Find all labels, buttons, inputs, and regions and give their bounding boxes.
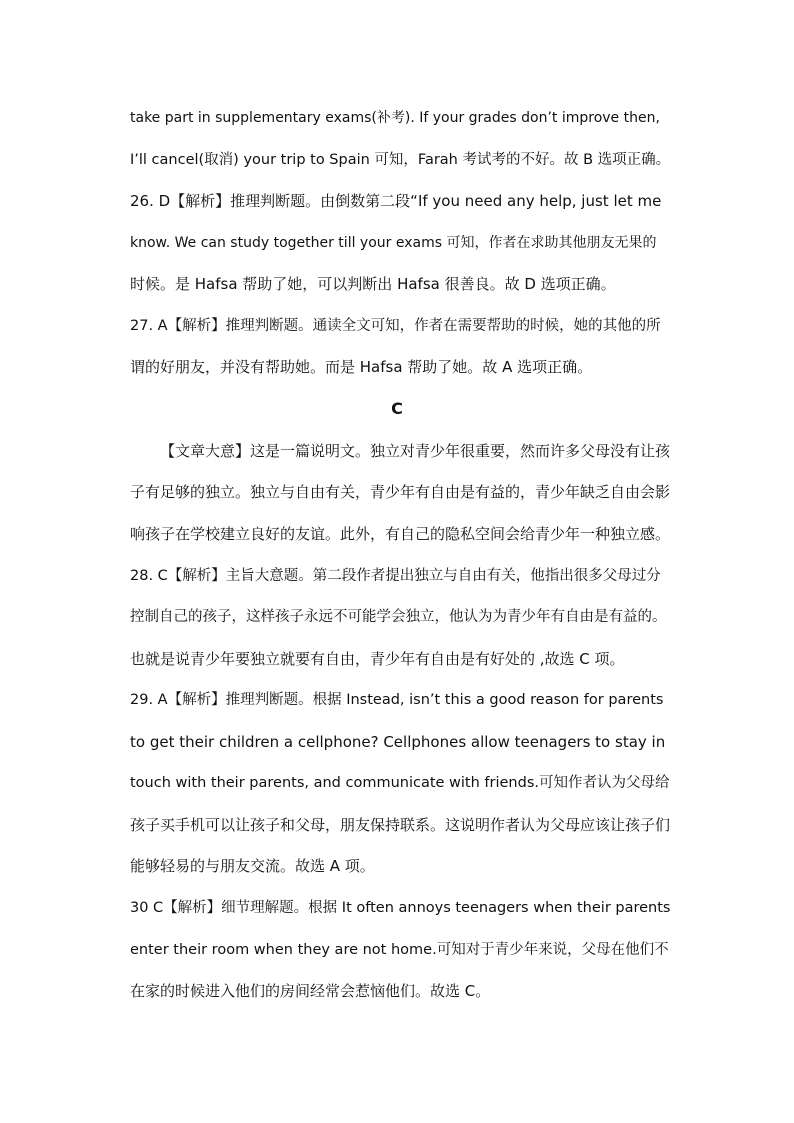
summary-line: 子有足够的独立。独立与自由有关，青少年有自由是有益的，青少年缺乏自由会影 xyxy=(130,483,671,501)
text-line: 27. A【解析】推理判断题。通读全文可知，作者在需要帮助的时候，她的其他的所 xyxy=(130,318,661,334)
section-heading: C xyxy=(391,399,403,418)
text-line: 26. D【解析】推理判断题。由倒数第二段“If you need any help, just let me xyxy=(130,192,662,210)
text-line: know. We can study together till your exams 可知，作者在求助其他朋友无果的 xyxy=(130,235,657,251)
summary-line: 响孩子在学校建立良好的友谊。此外，有自己的隐私空间会给青少年一种独立感。 xyxy=(130,525,671,543)
answer-line: 30 C【解析】细节理解题。根据 It often annoys teenagers when their parents xyxy=(130,900,671,916)
answer-line: 29. A【解析】推理判断题。根据 Instead, isn’t this a good reason for parents xyxy=(130,692,664,708)
answer-line: to get their children a cellphone? Cellphones allow teenagers to stay in xyxy=(130,733,666,751)
summary-line: 【文章大意】这是一篇说明文。独立对青少年很重要，然而许多父母没有让孩 xyxy=(160,442,671,460)
answer-line: touch with their parents, and communicate with friends.可知作者认为父母给 xyxy=(130,775,670,791)
answer-line: 控制自己的孩子，这样孩子永远不可能学会独立，他认为为青少年有自由是有益的。 xyxy=(130,609,667,625)
answer-line: 在家的时候进入他们的房间经常会惹恼他们。故选 C。 xyxy=(130,982,491,1000)
answer-line: 也就是说青少年要独立就要有自由，青少年有自由是有好处的 ,故选 C 项。 xyxy=(130,650,625,668)
answer-line: 28. C【解析】主旨大意题。第二段作者提出独立与自由有关，他指出很多父母过分 xyxy=(130,568,661,584)
text-line: 谓的好朋友，并没有帮助她。而是 Hafsa 帮助了她。故 A 选项正确。 xyxy=(130,358,593,376)
answer-line: enter their room when they are not home.可知对于青少年来说，父母在他们不 xyxy=(130,942,669,958)
answer-line: 能够轻易的与朋友交流。故选 A 项。 xyxy=(130,857,375,875)
text-line: 时候。是 Hafsa 帮助了她，可以判断出 Hafsa 很善良。故 D 选项正确。 xyxy=(130,275,616,293)
text-line: I’ll cancel(取消) your trip to Spain 可知，Farah 考试考的不好。故 B 选项正确。 xyxy=(130,152,671,168)
text-line: take part in supplementary exams(补考). If your grades don’t improve then, xyxy=(130,110,660,126)
answer-line: 孩子买手机可以让孩子和父母，朋友保持联系。这说明作者认为父母应该让孩子们 xyxy=(130,816,671,834)
